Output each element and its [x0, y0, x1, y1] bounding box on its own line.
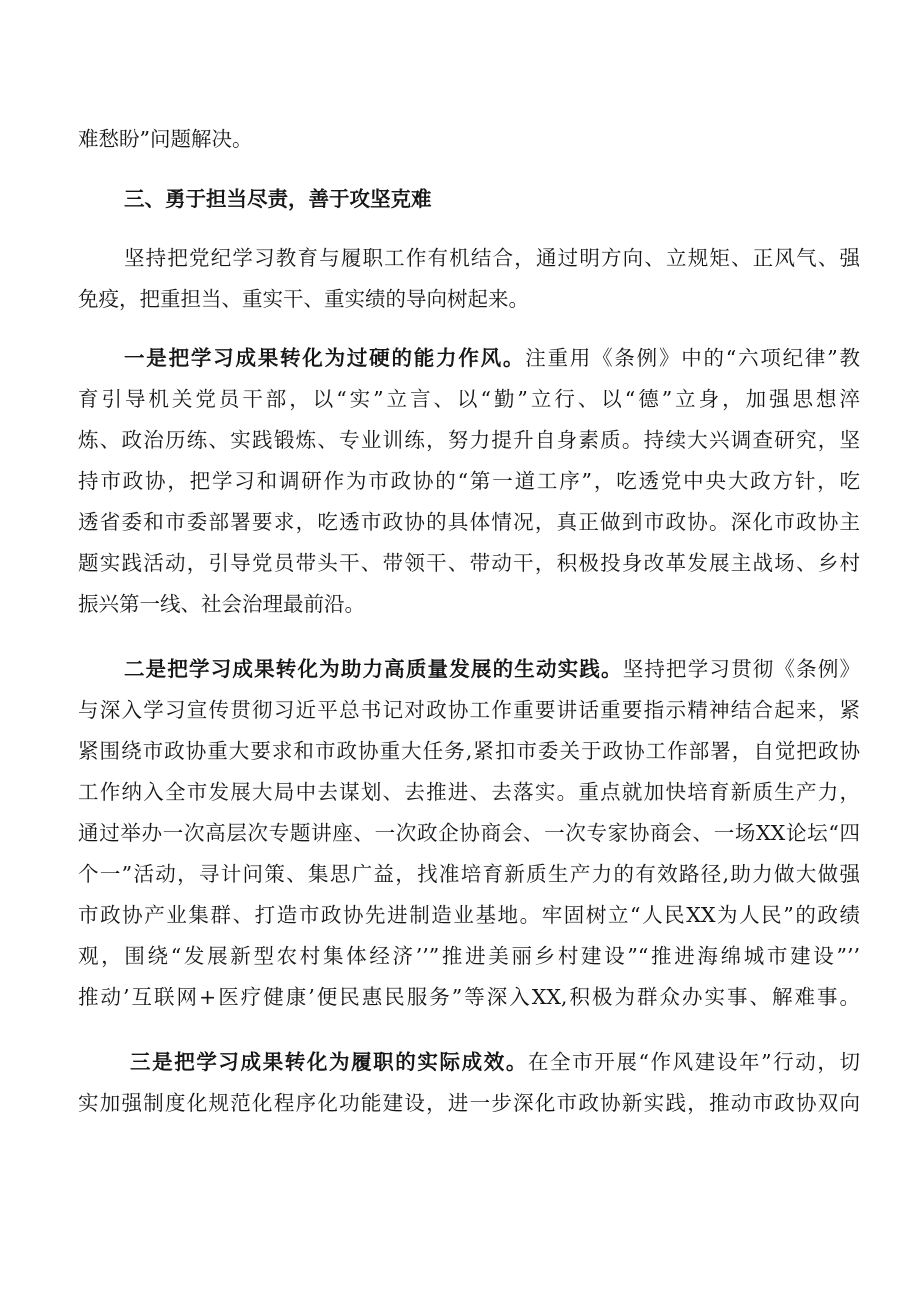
- item3-line-2: 实加强制度化规范化程序化功能建设，进一步深化市政协新实践，推动市政协双向: [78, 1091, 860, 1115]
- item1-line-3: 炼、政治历练、实践锻炼、专业训练，努力提升自身素质。持续大兴调查研究，坚: [78, 428, 860, 452]
- item2-line-8: 观，围绕“发展新型农村集体经济’’”推进美丽乡村建设”“推进海绵城市建设”’’: [78, 944, 860, 968]
- item1-line-1-rest: 注重用《条例》中的“六项纪律”教: [525, 346, 860, 370]
- item1-line-6: 题实践活动，引导党员带头干、带领干、带动干，积极投身改革发展主战场、乡村: [78, 551, 860, 575]
- item1-line-5: 透省委和市委部署要求，吃透市政协的具体情况，真正做到市政协。深化市政协主: [78, 510, 860, 534]
- item2-line-7: 市政协产业集群、打造市政协先进制造业基地。牢固树立“人民XX为人民”的政绩: [78, 903, 860, 927]
- intro-line-2: 免疫，把重担当、重实干、重实绩的导向树起来。: [78, 287, 529, 311]
- item1-line-7: 振兴第一线、社会治理最前沿。: [78, 592, 365, 616]
- intro-line-1: 坚持把党纪学习教育与履职工作有机结合，通过明方向、立规矩、正风气、强: [124, 246, 860, 270]
- item2-line-3: 紧围绕市政协重大要求和市政协重大任务,紧扣市委关于政协工作部署，自觉把政协: [78, 739, 860, 763]
- item2-line-4: 工作纳入全市发展大局中去谋划、去推进、去落实。重点就加快培育新质生产力，: [78, 780, 860, 804]
- item3-line-1-rest: 在全市开展“作风建设年”行动，切: [527, 1050, 860, 1074]
- item2-line-1: [124, 654, 860, 684]
- item2-line-2: 与深入学习宣传贯彻习近平总书记对政协工作重要讲话重要指示精神结合起来，紧: [78, 698, 860, 722]
- item1-line-2: 育引导机关党员干部，以“实”立言、以“勤”立行、以“德”立身，加强思想淬: [78, 387, 860, 411]
- item1-line-1: [124, 343, 860, 373]
- item3-line-1: [130, 1047, 860, 1077]
- item3-lead: 三是把学习成果转化为履职的实际成效。: [130, 1050, 528, 1074]
- item2-line-5: 通过举办一次高层次专题讲座、一次政企协商会、一次专家协商会、一场XX论坛“四: [78, 821, 860, 845]
- item1-lead: 一是把学习成果转化为过硬的能力作风。: [124, 346, 526, 370]
- item2-line-1-rest: 坚持把学习贯彻《条例》: [622, 657, 860, 681]
- item2-lead: 二是把学习成果转化为助力高质量发展的生动实践。: [124, 657, 623, 681]
- item2-line-6: 个一”活动，寻计问策、集思广益，找准培育新质生产力的有效路径,助力做大做强: [78, 862, 860, 886]
- continuation-line: 难愁盼”问题解决。: [78, 127, 253, 151]
- item2-line-9: 推动’互联网+医疗健康’便民惠民服务”等深入XX,积极为群众办实事、解难事。: [78, 985, 860, 1009]
- item1-line-4: 持市政协，把学习和调研作为市政协的“第一道工序”，吃透党中央大政方针，吃: [78, 469, 860, 493]
- section-heading: 三、勇于担当尽责，善于攻坚克难: [124, 187, 432, 211]
